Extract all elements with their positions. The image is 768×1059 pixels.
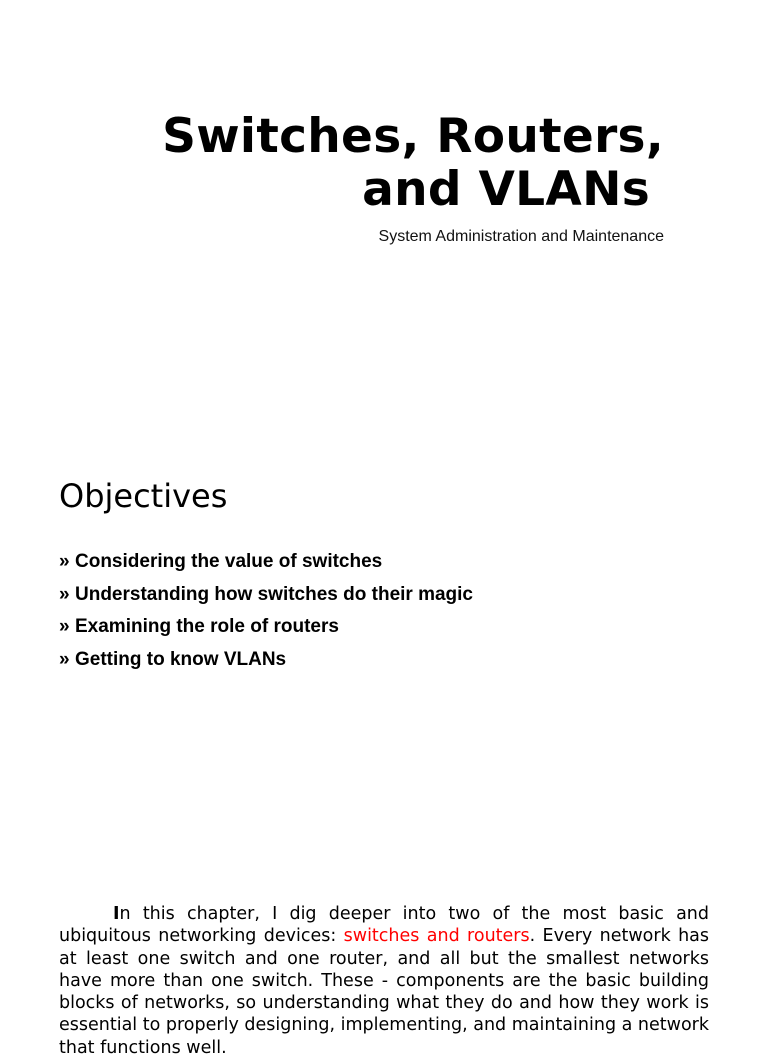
bullet-marker: » <box>59 648 70 670</box>
body-text-part-1: n this chapter, I dig deeper into two of the most basic and ubiquitous networking devices: <box>59 904 709 947</box>
title-line-2: and VLANs <box>362 162 650 217</box>
objective-text: Examining the role of routers <box>75 616 339 637</box>
title-block <box>162 110 664 246</box>
objective-item <box>59 548 473 581</box>
objective-item <box>59 646 473 679</box>
objectives-heading: Objectives <box>59 477 228 515</box>
highlighted-term: switches and routers <box>343 926 530 947</box>
bullet-marker: » <box>59 551 70 572</box>
bullet-marker: » <box>59 583 70 605</box>
objective-text: Considering the value of switches <box>75 551 383 572</box>
document-title <box>162 110 664 216</box>
objective-text: Getting to know VLANs <box>75 648 287 670</box>
title-line-1: Switches, Routers, <box>162 109 664 164</box>
objective-item <box>59 581 473 614</box>
body-paragraph <box>59 903 709 1059</box>
objectives-list <box>59 548 473 678</box>
lead-letter: I <box>113 904 120 924</box>
bullet-marker: » <box>59 616 70 637</box>
document-subtitle: System Administration and Maintenance <box>378 228 664 245</box>
objective-item <box>59 613 473 646</box>
objective-text: Understanding how switches do their magic <box>75 583 473 605</box>
body-text-part-2: . Every network has at least one switch and one router, and all but the smallest networks have more than one switch. These - components are the basic building blocks of networks, so understanding what they do and how they work is essential to properly designing, implementing, and maintaining a network that functions well. <box>59 926 710 1058</box>
